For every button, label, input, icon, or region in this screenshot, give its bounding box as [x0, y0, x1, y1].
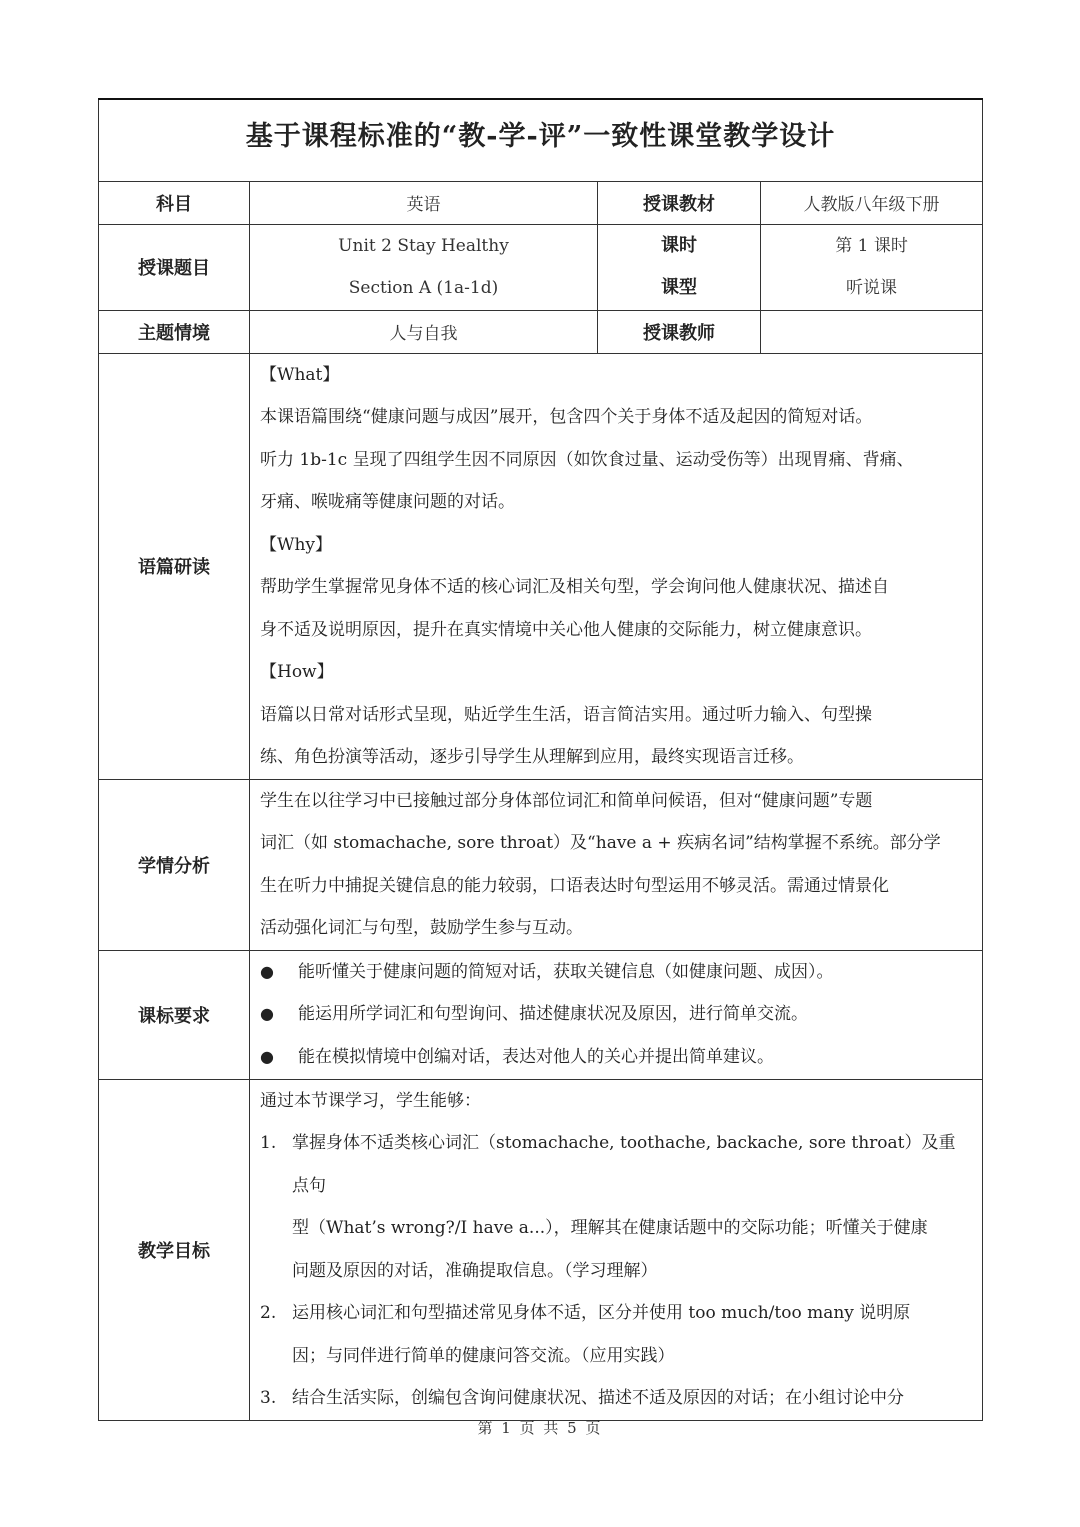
document-title: 基于课程标准的“教-学-评”一致性课堂教学设计 — [99, 99, 983, 181]
objective-2-line-1: 运用核心词汇和句型描述常见身体不适，区分并使用 too much/too many 说明原 — [292, 1303, 911, 1323]
why-line-1: 帮助学生掌握常见身体不适的核心词汇及相关句型，学会询问他人健康状况、描述自 — [260, 577, 889, 597]
standard-item-3 — [260, 1036, 972, 1079]
text-study-label: 语篇研读 — [99, 353, 250, 779]
bullet-icon: ● — [260, 1004, 274, 1023]
objective-item-3 — [260, 1377, 972, 1420]
bullet-icon: ● — [260, 1046, 274, 1066]
text-study-content — [250, 353, 983, 779]
material-label: 授课教材 — [598, 181, 761, 224]
objective-3-line-1: 结合生活实际，创编包含询问健康状况、描述不适及原因的对话；在小组讨论中分 — [292, 1388, 904, 1408]
type-value: 听说课 — [846, 278, 898, 298]
lesson-plan-table — [98, 98, 983, 1421]
standards-label: 课标要求 — [99, 950, 250, 1079]
how-line-2: 练、角色扮演等活动，逐步引导学生从理解到应用，最终实现语言迁移。 — [260, 747, 804, 767]
period-type-labels — [598, 224, 761, 310]
topic-line-1: Unit 2 Stay Healthy — [338, 236, 509, 256]
objective-1-line-3: 问题及原因的对话，准确提取信息。（学习理解） — [292, 1260, 658, 1281]
what-line-2: 听力 1b-1c 呈现了四组学生因不同原因（如饮食过量、运动受伤等）出现胃痛、背痛、 — [260, 449, 914, 470]
teacher-value — [761, 310, 983, 353]
objective-item-1 — [260, 1122, 972, 1292]
subject-value: 英语 — [250, 181, 598, 224]
standard-text-2: 能运用所学词汇和句型询问、描述健康状况及原因，进行简单交流。 — [298, 1004, 808, 1024]
objective-number-2: 2. — [260, 1303, 277, 1323]
topic-value — [250, 224, 598, 310]
learner-line-2: 词汇（如 stomachache, sore throat）及“have a + 疾病名词”结构掌握不系统。部分学 — [260, 833, 941, 853]
bullet-icon: ● — [260, 961, 274, 981]
topic-label: 授课题目 — [99, 224, 250, 310]
learner-line-1: 学生在以往学习中已接触过部分身体部位词汇和简单问候语，但对“健康问题”专题 — [260, 790, 873, 811]
what-heading: 【What】 — [260, 364, 340, 385]
period-type-values — [761, 224, 983, 310]
period-value: 第 1 课时 — [835, 236, 908, 256]
standard-item-2 — [260, 993, 972, 1036]
theme-label: 主题情境 — [99, 310, 250, 353]
learner-line-4: 活动强化词汇与句型，鼓励学生参与互动。 — [260, 918, 583, 938]
objectives-label: 教学目标 — [99, 1079, 250, 1420]
theme-value: 人与自我 — [250, 310, 598, 353]
objective-1-line-2: 型（What’s wrong?/I have a...），理解其在健康话题中的交际功能；听懂关于健康 — [292, 1218, 928, 1238]
standard-item-1 — [260, 951, 972, 994]
teacher-label: 授课教师 — [598, 310, 761, 353]
learner-label: 学情分析 — [99, 779, 250, 950]
objectives-intro: 通过本节课学习，学生能够： — [260, 1090, 481, 1111]
objective-2-line-2: 因；与同伴进行简单的健康问答交流。（应用实践） — [292, 1345, 675, 1366]
subject-label: 科目 — [99, 181, 250, 224]
objective-number-3: 3. — [260, 1388, 277, 1408]
objective-number-1: 1. — [260, 1133, 277, 1153]
type-label: 课型 — [661, 277, 697, 298]
topic-line-2: Section A (1a-1d) — [348, 278, 499, 298]
how-line-1: 语篇以日常对话形式呈现，贴近学生生活，语言简洁实用。通过听力输入、句型操 — [260, 704, 872, 725]
objective-1-line-1: 掌握身体不适类核心词汇（stomachache, toothache, backache, sore throat）及重点句 — [292, 1133, 956, 1196]
page-footer: 第 1 页 共 5 页 — [477, 1419, 603, 1437]
how-heading: 【How】 — [260, 662, 334, 682]
what-line-3: 牙痛、喉咙痛等健康问题的对话。 — [260, 492, 515, 512]
learner-line-3: 生在听力中捕捉关键信息的能力较弱，口语表达时句型运用不够灵活。需通过情景化 — [260, 875, 889, 896]
standard-text-1: 能听懂关于健康问题的简短对话，获取关键信息（如健康问题、成因）。 — [298, 961, 834, 982]
why-line-2: 身不适及说明原因，提升在真实情境中关心他人健康的交际能力，树立健康意识。 — [260, 619, 872, 640]
material-value: 人教版八年级下册 — [761, 181, 983, 224]
what-line-1: 本课语篇围绕“健康问题与成因”展开，包含四个关于身体不适及起因的简短对话。 — [260, 407, 873, 427]
why-heading: 【Why】 — [260, 534, 333, 555]
objective-item-2 — [260, 1292, 972, 1377]
learner-content — [250, 779, 983, 950]
standards-content — [250, 950, 983, 1079]
period-label: 课时 — [661, 235, 697, 256]
standard-text-3: 能在模拟情境中创编对话，表达对他人的关心并提出简单建议。 — [298, 1046, 774, 1067]
objectives-content — [250, 1079, 983, 1420]
